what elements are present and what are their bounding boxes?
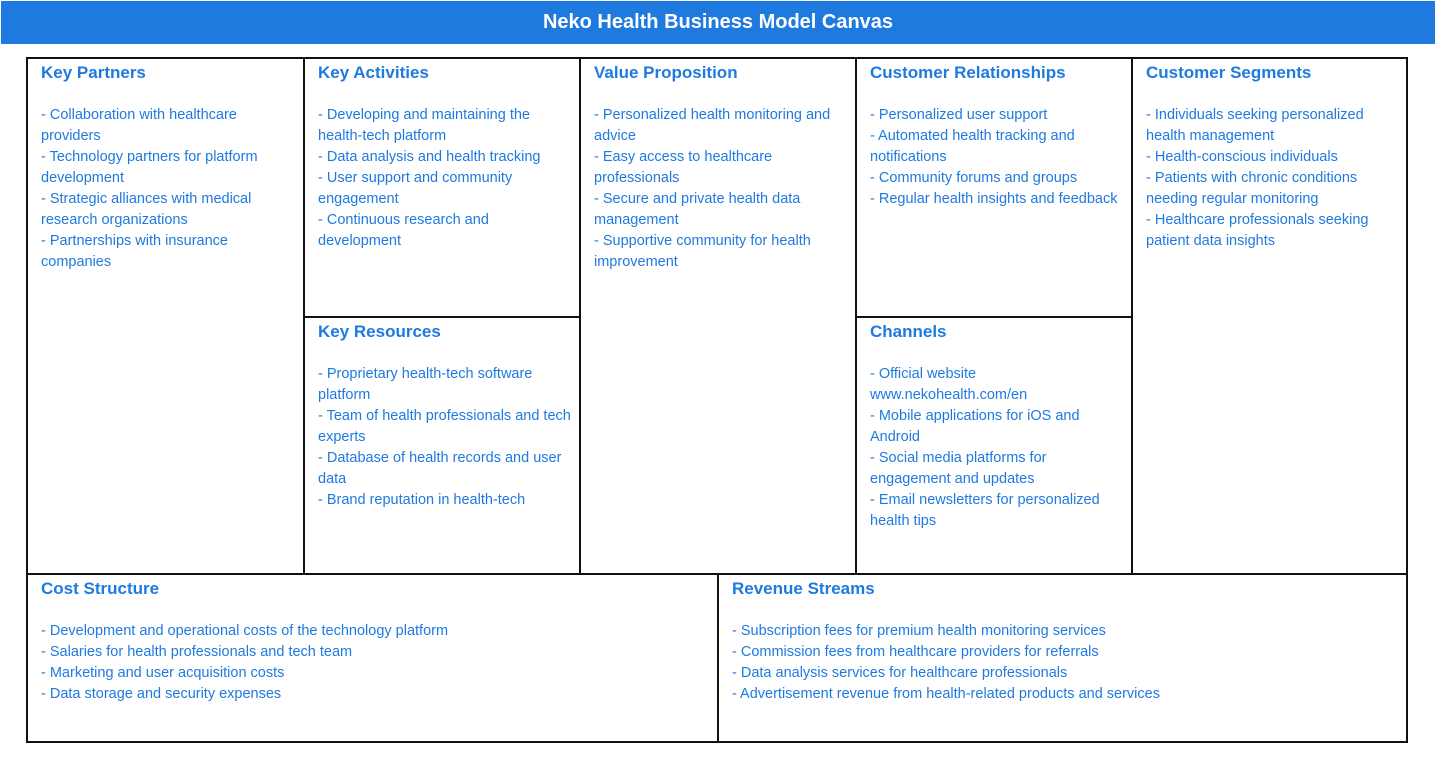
- list-item: - Social media platforms for engagement and updates: [870, 450, 1047, 487]
- list-item: - Healthcare professionals seeking patient data insights: [1146, 212, 1369, 249]
- value-proposition-block: [581, 59, 855, 573]
- channels-list: [870, 364, 1123, 532]
- list-item: - Database of health records and user data: [318, 450, 562, 487]
- list-item: - Salaries for health professionals and tech team: [41, 644, 353, 660]
- cost-structure-heading: Cost Structure: [41, 579, 160, 598]
- business-model-canvas: [26, 57, 1408, 743]
- list-item: - Strategic alliances with medical research organizations: [41, 191, 252, 228]
- list-item: - Subscription fees for premium health monitoring services: [732, 623, 1106, 639]
- list-item: - Official website www.nekohealth.com/en: [870, 366, 1028, 403]
- list-item: - Marketing and user acquisition costs: [41, 665, 285, 681]
- list-item: - Development and operational costs of the technology platform: [41, 623, 449, 639]
- key-partners-list: [41, 105, 295, 273]
- list-item: - Personalized health monitoring and advice: [594, 107, 831, 144]
- list-item: - Automated health tracking and notifications: [870, 128, 1075, 165]
- list-item: - Continuous research and development: [318, 212, 489, 249]
- customer-segments-list: [1146, 105, 1398, 252]
- revenue-streams-block: [719, 575, 1406, 741]
- list-item: - Technology partners for platform development: [41, 149, 258, 186]
- key-activities-list: [318, 105, 571, 252]
- revenue-streams-list: [732, 621, 1398, 705]
- list-item: - Supportive community for health improvement: [594, 233, 811, 270]
- cost-structure-block: [28, 575, 717, 741]
- key-activities-block: [305, 59, 579, 316]
- list-item: - Health-conscious individuals: [1146, 149, 1338, 165]
- list-item: - Patients with chronic conditions needing regular monitoring: [1146, 170, 1358, 207]
- list-item: - Data analysis and health tracking: [318, 149, 541, 165]
- customer-relationships-block: [857, 59, 1131, 316]
- key-activities-heading: Key Activities: [318, 63, 429, 82]
- list-item: - Secure and private health data management: [594, 191, 801, 228]
- list-item: - Data storage and security expenses: [41, 686, 282, 702]
- key-partners-heading: Key Partners: [41, 63, 146, 82]
- value-proposition-heading: Value Proposition: [594, 63, 738, 82]
- list-item: - Advertisement revenue from health-related products and services: [732, 686, 1160, 702]
- list-item: - Community forums and groups: [870, 170, 1078, 186]
- list-item: - Personalized user support: [870, 107, 1048, 123]
- channels-block: [857, 318, 1131, 573]
- list-item: - Partnerships with insurance companies: [41, 233, 228, 270]
- list-item: - Brand reputation in health-tech: [318, 492, 526, 508]
- customer-relationships-heading: Customer Relationships: [870, 63, 1066, 82]
- list-item: - Proprietary health-tech software platform: [318, 366, 533, 403]
- canvas-title: Neko Health Business Model Canvas: [1, 1, 1435, 44]
- customer-segments-block: [1133, 59, 1406, 573]
- key-resources-list: [318, 364, 571, 511]
- cost-structure-list: [41, 621, 709, 705]
- list-item: - Email newsletters for personalized health tips: [870, 492, 1100, 529]
- list-item: - Team of health professionals and tech experts: [318, 408, 571, 445]
- key-resources-heading: Key Resources: [318, 322, 441, 341]
- key-partners-block: [28, 59, 303, 573]
- list-item: - Easy access to healthcare professionals: [594, 149, 773, 186]
- customer-segments-heading: Customer Segments: [1146, 63, 1312, 82]
- list-item: - Data analysis services for healthcare professionals: [732, 665, 1068, 681]
- list-item: - Mobile applications for iOS and Android: [870, 408, 1080, 445]
- list-item: - Collaboration with healthcare providers: [41, 107, 237, 144]
- channels-heading: Channels: [870, 322, 947, 341]
- list-item: - Developing and maintaining the health-tech platform: [318, 107, 530, 144]
- customer-relationships-list: [870, 105, 1123, 210]
- list-item: - User support and community engagement: [318, 170, 513, 207]
- revenue-streams-heading: Revenue Streams: [732, 579, 875, 598]
- value-proposition-list: [594, 105, 847, 273]
- list-item: - Individuals seeking personalized health management: [1146, 107, 1364, 144]
- key-resources-block: [305, 318, 579, 573]
- list-item: - Regular health insights and feedback: [870, 191, 1118, 207]
- list-item: - Commission fees from healthcare providers for referrals: [732, 644, 1099, 660]
